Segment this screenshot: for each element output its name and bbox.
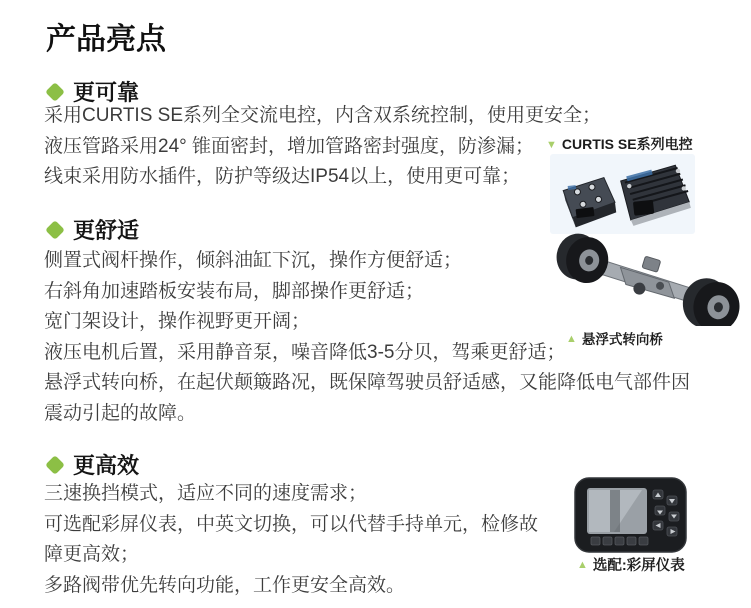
text-line: 采用CURTIS SE系列全交流电控，内含双系统控制，使用更安全； — [44, 105, 602, 126]
text-line: 三速换挡模式，适应不同的速度需求； — [44, 483, 368, 504]
figure-label-axle — [566, 328, 663, 348]
section-title-efficient: 更高效 — [73, 453, 140, 478]
curtis-controllers-illustration — [550, 154, 695, 234]
figure-caption-meter: 选配:彩屏仪表 — [592, 558, 685, 574]
text-line: 液压电机后置，采用静音泵，噪音降低3-5分贝，驾乘更舒适； — [44, 341, 566, 363]
page-title: 产品亮点 — [46, 23, 166, 56]
text-line: 可选配彩屏仪表，中英文切换，可以代替手持单元，检修故 — [44, 513, 539, 535]
steering-axle-illustration — [549, 232, 751, 326]
section-body-reliable — [44, 101, 601, 193]
text-line: 液压管路采用24° 锥面密封，增加管路密封强度，防渗漏； — [44, 135, 535, 157]
text-line: 线束采用防水插件，防护等级达IP54以上，使用更可靠； — [44, 166, 521, 187]
diamond-bullet-icon — [45, 455, 65, 475]
figure-caption-axle: 悬浮式转向桥 — [581, 332, 663, 347]
text-line: 悬浮式转向桥，在起伏颠簸路况，既保障驾驶员舒适感，又能降低电气部件因 — [44, 372, 691, 393]
section-body-efficient — [44, 479, 538, 601]
text-line: 障更高效； — [44, 544, 140, 565]
figure-steering-axle-image — [549, 232, 751, 331]
up-triangle-icon: ▲ — [577, 559, 588, 571]
figure-label-curtis — [546, 134, 693, 154]
text-line: 宽门架设计，操作视野更开阔； — [44, 311, 311, 332]
up-triangle-icon: ▲ — [566, 332, 577, 345]
figure-color-meter-image — [574, 477, 687, 558]
section-title-comfortable: 更舒适 — [73, 218, 140, 243]
color-meter-illustration — [574, 477, 687, 553]
section-header-comfortable — [48, 214, 139, 245]
figure-caption-curtis: CURTIS SE系列电控 — [561, 136, 693, 152]
text-line: 多路阀带优先转向功能，工作更安全高效。 — [44, 574, 406, 596]
diamond-bullet-icon — [45, 82, 65, 102]
text-line: 侧置式阀杆操作，倾斜油缸下沉，操作方便舒适； — [44, 250, 463, 271]
text-line: 震动引起的故障。 — [44, 402, 197, 424]
text-line: 右斜角加速踏板安装布局，脚部操作更舒适； — [44, 280, 425, 302]
figure-curtis-controllers-image — [550, 154, 695, 239]
section-header-efficient — [48, 449, 139, 480]
down-triangle-icon: ▼ — [546, 138, 557, 151]
section-title-reliable: 更可靠 — [73, 80, 140, 105]
figure-label-meter — [577, 554, 685, 575]
diamond-bullet-icon — [45, 220, 65, 240]
